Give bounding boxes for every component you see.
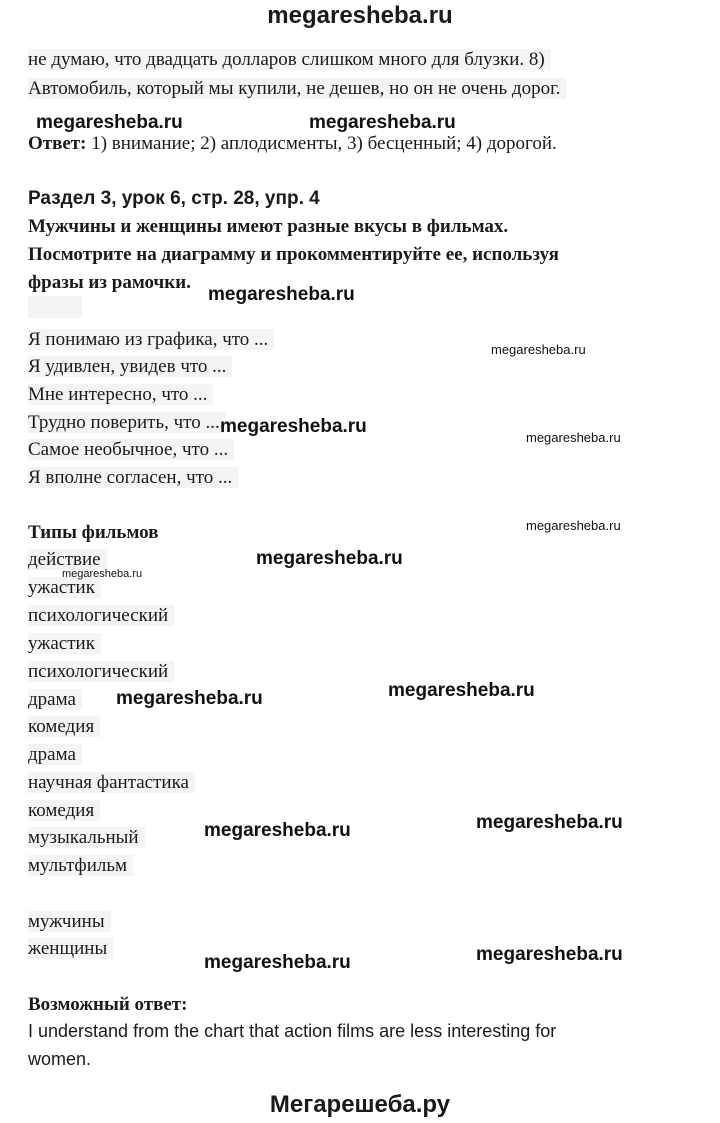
phrase-3: Мне интересно, что ... xyxy=(28,382,213,408)
watermark: megaresheba.ru xyxy=(309,112,456,133)
possible-answer-line-1: I understand from the chart that action films are less interesting for xyxy=(28,1021,557,1041)
watermark: megaresheba.ru xyxy=(476,812,623,833)
film-types-title: Типы фильмов xyxy=(28,522,159,543)
watermark: megaresheba.ru xyxy=(220,416,367,437)
answer-label: Ответ: xyxy=(28,133,87,154)
film-type-11: музыкальный xyxy=(28,825,145,851)
legend-women: женщины xyxy=(28,936,113,962)
watermark: megaresheba.ru xyxy=(36,112,183,133)
film-type-1: действие xyxy=(28,547,107,573)
film-type-3: психологический xyxy=(28,603,174,629)
task-line-1: Мужчины и женщины имеют разные вкусы в фильмах. xyxy=(28,216,509,237)
film-type-5: психологический xyxy=(28,659,174,685)
legend-men: мужчины xyxy=(28,909,111,935)
watermark: megaresheba.ru xyxy=(526,518,621,533)
film-type-4: ужастик xyxy=(28,631,101,657)
possible-answer-label: Возможный ответ: xyxy=(28,994,188,1015)
site-footer: Мегарешеба.ру xyxy=(269,1091,451,1118)
task-line-2: Посмотрите на диаграмму и прокомментируйте ее, используя xyxy=(28,244,559,265)
watermark: megaresheba.ru xyxy=(204,952,351,973)
film-type-10: комедия xyxy=(28,798,100,824)
phrase-4: Трудно поверить, что ... xyxy=(28,410,226,436)
watermark: megaresheba.ru xyxy=(204,820,351,841)
prev-text-line-2: Автомобиль, который мы купили, не дешев, но он не очень дорог. xyxy=(28,76,566,102)
site-header: megaresheba.ru xyxy=(267,2,453,29)
watermark: megaresheba.ru xyxy=(476,944,623,965)
watermark: megaresheba.ru xyxy=(388,680,535,701)
watermark: megaresheba.ru xyxy=(491,342,586,357)
film-type-6: драма xyxy=(28,687,82,713)
watermark: megaresheba.ru xyxy=(208,284,355,305)
watermark: megaresheba.ru xyxy=(526,430,621,445)
answer-line xyxy=(28,131,557,157)
blank-box xyxy=(28,296,82,318)
film-type-7: комедия xyxy=(28,714,100,740)
phrase-2: Я удивлен, увидев что ... xyxy=(28,354,232,380)
phrase-1: Я понимаю из графика, что ... xyxy=(28,327,274,353)
film-type-8: драма xyxy=(28,742,82,768)
film-type-12: мультфильм xyxy=(28,853,133,879)
phrase-6: Я вполне согласен, что ... xyxy=(28,465,238,491)
prev-text-line-1: не думаю, что двадцать долларов слишком много для блузки. 8) xyxy=(28,47,551,73)
watermark: megaresheba.ru xyxy=(256,548,403,569)
film-type-2: ужастик xyxy=(28,575,101,601)
answer-text: 1) внимание; 2) аплодисменты, 3) бесценный; 4) дорогой. xyxy=(91,133,557,154)
possible-answer-line-2: women. xyxy=(28,1049,92,1069)
watermark: megaresheba.ru xyxy=(62,568,143,580)
phrase-5: Самое необычное, что ... xyxy=(28,437,234,463)
task-line-3: фразы из рамочки. xyxy=(28,272,191,293)
section-title: Раздел 3, урок 6, стр. 28, упр. 4 xyxy=(28,188,320,209)
film-type-9: научная фантастика xyxy=(28,770,195,796)
watermark: megaresheba.ru xyxy=(116,688,263,709)
